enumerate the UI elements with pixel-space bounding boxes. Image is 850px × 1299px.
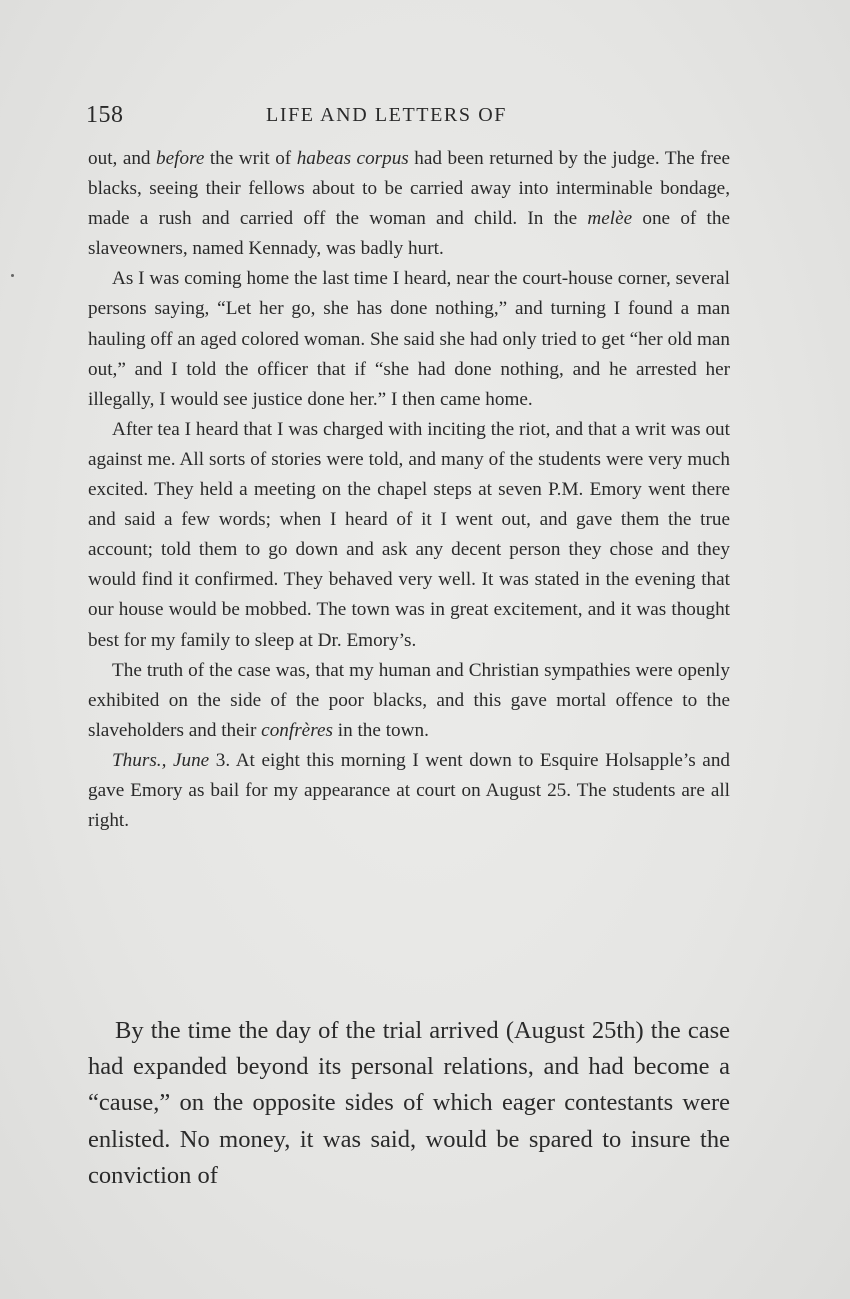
narrative-text <box>88 1013 730 1194</box>
italic-run: before <box>156 148 205 169</box>
italic-run: melèe <box>587 208 633 230</box>
text-run: one of the slaveowners, named Kennady, was badly hurt. <box>88 208 730 260</box>
text-run: out, and <box>88 148 157 169</box>
italic-run: habeas corpus <box>296 148 409 169</box>
page-number: 158 <box>86 102 124 128</box>
stray-ink-mark <box>11 274 14 277</box>
journal-paragraph-1 <box>88 144 730 264</box>
page-header <box>86 102 730 132</box>
text-run: in the town. <box>332 719 429 741</box>
italic-run: Thurs., June <box>112 749 210 771</box>
text-run: The truth of the case was, that my human and Christian sympathies were openly exhibited on the side of the poor blacks, and this gave mortal offence to the slaveholders and their <box>88 659 730 741</box>
text-run: had been returned by the judge. The free blacks, seeing their fellows about to be carried away into interminable bondage, made a rush and carried off the woman and child. In the <box>88 148 730 230</box>
running-head: LIFE AND LETTERS OF <box>266 104 507 126</box>
journal-paragraph-5 <box>88 746 730 836</box>
journal-excerpt <box>88 144 730 836</box>
narrative-paragraph-1: By the time the day of the trial arrived (August 25th) the case had expanded beyond its personal relations, and had become a “cause,” on the opposite sides of which eager contestants were enlisted. No money, it was said, would be spared to insure the conviction of <box>88 1017 730 1189</box>
journal-paragraph-2: As I was coming home the last time I heard, near the court-house corner, several persons saying, “Let her go, she has done nothing,” and turning I found a man hauling off an aged colored woman. She said she had only tried to get “her old man out,” and I told the officer that if “she had done nothing, and he arrested her illegally, I would see justice done her.” I then came home. <box>88 268 730 410</box>
text-run: the writ of <box>204 148 297 169</box>
journal-paragraph-3: After tea I heard that I was charged with inciting the riot, and that a writ was out against me. All sorts of stories were told, and many of the students were very much excited. They held a meeting on the chapel steps at seven P.M. Emory went there and said a few words; when I heard of it I went out, and gave them the true account; told them to go down and ask any decent person they chose and they would find it confirmed. They behaved very well. It was stated in the evening that our house would be mobbed. The town was in great excitement, and it was thought best for my family to sleep at Dr. Emory’s. <box>88 418 730 651</box>
italic-run: confrères <box>261 719 333 741</box>
text-run: 3. At eight this morning I went down to Esquire Holsapple’s and gave Emory as bail for my appearance at court on August 25. The students are all right. <box>88 749 731 832</box>
journal-paragraph-4 <box>88 656 730 746</box>
